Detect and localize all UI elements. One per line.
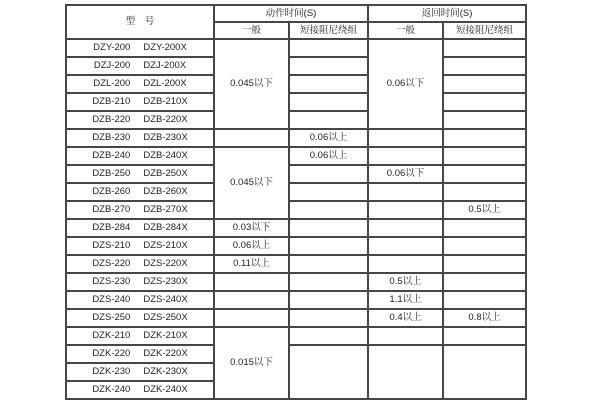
- value-cell-action-general: 0.045以下: [214, 147, 289, 219]
- value-cell-return-general: [368, 147, 443, 165]
- table-row: [66, 165, 526, 183]
- model-name: DZB-230: [92, 132, 131, 144]
- value-cell-action-general: [214, 291, 289, 309]
- model-name-x: DZK-210X: [143, 330, 188, 342]
- table-row: [66, 255, 526, 273]
- value-cell-return-damped: [443, 57, 526, 75]
- model-name-x: DZS-250X: [143, 312, 188, 324]
- model-name-x: DZK-220X: [143, 348, 188, 360]
- model-name-x: DZB-210X: [143, 96, 188, 108]
- value-cell-action-damped: [289, 201, 368, 219]
- value-cell-return-general: [368, 327, 443, 345]
- value-cell-return-damped: [443, 183, 526, 201]
- value-cell-return-damped: [443, 111, 526, 129]
- header-action-general: 一般: [214, 22, 289, 39]
- value-cell-action-general: 0.03以下: [214, 219, 289, 237]
- model-name: DZB-270: [92, 204, 131, 216]
- value-cell-return-damped: [443, 327, 526, 345]
- value-cell-return-damped: [443, 255, 526, 273]
- value-cell-return-damped: [443, 147, 526, 165]
- value-cell-action-general: 0.045以下: [214, 39, 289, 129]
- model-cell: [66, 255, 214, 273]
- header-model: 型 号: [66, 5, 214, 39]
- model-name-x: DZS-210X: [143, 240, 188, 252]
- model-name: DZB-250: [92, 168, 131, 180]
- model-cell: [66, 111, 214, 129]
- table-row: [66, 219, 526, 237]
- table-row: [66, 129, 526, 147]
- header-return-general: 一般: [368, 22, 443, 39]
- model-name-x: DZJ-200X: [143, 60, 187, 72]
- model-name: DZK-240: [92, 384, 131, 396]
- value-cell-action-damped: 0.06以上: [289, 147, 368, 165]
- model-cell: [66, 291, 214, 309]
- table-row: [66, 147, 526, 165]
- model-cell: [66, 345, 214, 363]
- value-cell-return-damped: [443, 129, 526, 147]
- model-name-x: DZL-200X: [143, 78, 187, 90]
- value-cell-return-general: [368, 183, 443, 201]
- value-cell-action-general: [214, 309, 289, 327]
- spec-table-container: [65, 4, 527, 400]
- model-cell: [66, 381, 214, 399]
- model-name: DZS-210: [92, 240, 131, 252]
- model-cell: [66, 201, 214, 219]
- model-name: DZK-230: [92, 366, 131, 378]
- model-name-x: DZY-200X: [143, 42, 187, 54]
- model-name-x: DZB-284X: [143, 222, 188, 234]
- value-cell-action-damped: [289, 345, 368, 399]
- value-cell-return-general: 0.5以上: [368, 273, 443, 291]
- value-cell-return-general: 0.06以下: [368, 165, 443, 183]
- value-cell-action-general: [214, 273, 289, 291]
- model-name-x: DZB-270X: [143, 204, 188, 216]
- model-name: DZY-200: [93, 42, 131, 54]
- model-cell: [66, 309, 214, 327]
- model-cell: [66, 57, 214, 75]
- header-return-damped: 短接阻尼绕组: [443, 22, 526, 39]
- value-cell-return-damped: 0.5以上: [443, 201, 526, 219]
- header-row-1: [66, 5, 526, 22]
- model-name-x: DZB-240X: [143, 150, 188, 162]
- value-cell-return-general: [368, 219, 443, 237]
- value-cell-return-general: [368, 129, 443, 147]
- value-cell-action-damped: [289, 255, 368, 273]
- model-name: DZB-220: [92, 114, 131, 126]
- model-cell: [66, 129, 214, 147]
- value-cell-action-damped: [289, 183, 368, 201]
- model-cell: [66, 165, 214, 183]
- model-name: DZK-220: [92, 348, 131, 360]
- model-name: DZJ-200: [93, 60, 131, 72]
- value-cell-return-damped: [443, 219, 526, 237]
- model-name-x: DZB-250X: [143, 168, 188, 180]
- value-cell-return-damped: [443, 291, 526, 309]
- value-cell-action-damped: [289, 165, 368, 183]
- model-name: DZS-230: [92, 276, 131, 288]
- value-cell-return-damped: [443, 75, 526, 93]
- model-cell: [66, 273, 214, 291]
- model-name-x: DZB-220X: [143, 114, 188, 126]
- value-cell-return-damped: [443, 237, 526, 255]
- model-cell: [66, 237, 214, 255]
- table-row: [66, 111, 526, 129]
- model-name: DZS-250: [92, 312, 131, 324]
- model-cell: [66, 219, 214, 237]
- value-cell-return-general: [368, 345, 443, 399]
- table-row: [66, 201, 526, 219]
- value-cell-return-damped: [443, 165, 526, 183]
- header-return-time: 返回时间(S): [368, 5, 526, 22]
- value-cell-action-damped: [289, 39, 368, 57]
- value-cell-action-damped: [289, 327, 368, 345]
- value-cell-action-damped: 0.06以上: [289, 129, 368, 147]
- value-cell-return-general: 1.1以上: [368, 291, 443, 309]
- value-cell-return-damped: [443, 39, 526, 57]
- table-row: [66, 237, 526, 255]
- model-cell: [66, 75, 214, 93]
- value-cell-return-general: [368, 201, 443, 219]
- model-name-x: DZB-260X: [143, 186, 188, 198]
- model-name: DZB-240: [92, 150, 131, 162]
- value-cell-action-damped: [289, 219, 368, 237]
- value-cell-action-damped: [289, 111, 368, 129]
- value-cell-return-general: 0.06以下: [368, 39, 443, 129]
- value-cell-action-general: 0.06以上: [214, 237, 289, 255]
- model-name: DZB-260: [92, 186, 131, 198]
- value-cell-return-general: 0.4以上: [368, 309, 443, 327]
- table-row: [66, 273, 526, 291]
- value-cell-action-damped: [289, 273, 368, 291]
- value-cell-action-damped: [289, 309, 368, 327]
- model-cell: [66, 39, 214, 57]
- value-cell-action-damped: [289, 93, 368, 111]
- value-cell-return-general: [368, 255, 443, 273]
- model-name: DZL-200: [93, 78, 131, 90]
- header-action-time: 动作时间(S): [214, 5, 368, 22]
- model-name: DZB-284: [92, 222, 131, 234]
- table-row: [66, 327, 526, 345]
- model-cell: [66, 363, 214, 381]
- model-name-x: DZB-230X: [143, 132, 188, 144]
- value-cell-return-damped: [443, 93, 526, 111]
- value-cell-action-damped: [289, 237, 368, 255]
- value-cell-action-damped: [289, 57, 368, 75]
- model-name-x: DZK-240X: [143, 384, 188, 396]
- table-row: [66, 345, 526, 363]
- model-name: DZS-220: [92, 258, 131, 270]
- model-name: DZB-210: [92, 96, 131, 108]
- table-row: [66, 309, 526, 327]
- model-name-x: DZS-240X: [143, 294, 188, 306]
- model-name-x: DZK-230X: [143, 366, 188, 378]
- table-row: [66, 183, 526, 201]
- value-cell-action-general: 0.015以下: [214, 327, 289, 399]
- value-cell-return-damped: [443, 345, 526, 399]
- relay-spec-table: [65, 4, 527, 400]
- model-cell: [66, 93, 214, 111]
- table-row: [66, 75, 526, 93]
- model-cell: [66, 183, 214, 201]
- table-row: [66, 291, 526, 309]
- value-cell-action-damped: [289, 75, 368, 93]
- table-row: [66, 39, 526, 57]
- model-name-x: DZS-230X: [143, 276, 188, 288]
- value-cell-action-general: 0.11以上: [214, 255, 289, 273]
- value-cell-action-damped: [289, 291, 368, 309]
- table-row: [66, 57, 526, 75]
- model-cell: [66, 147, 214, 165]
- value-cell-return-damped: [443, 273, 526, 291]
- value-cell-action-general: [214, 129, 289, 147]
- model-name: DZS-240: [92, 294, 131, 306]
- value-cell-return-general: [368, 237, 443, 255]
- model-name-x: DZS-220X: [143, 258, 188, 270]
- value-cell-return-damped: 0.8以上: [443, 309, 526, 327]
- model-cell: [66, 327, 214, 345]
- header-action-damped: 短接阻尼绕组: [289, 22, 368, 39]
- model-name: DZK-210: [92, 330, 131, 342]
- table-row: [66, 93, 526, 111]
